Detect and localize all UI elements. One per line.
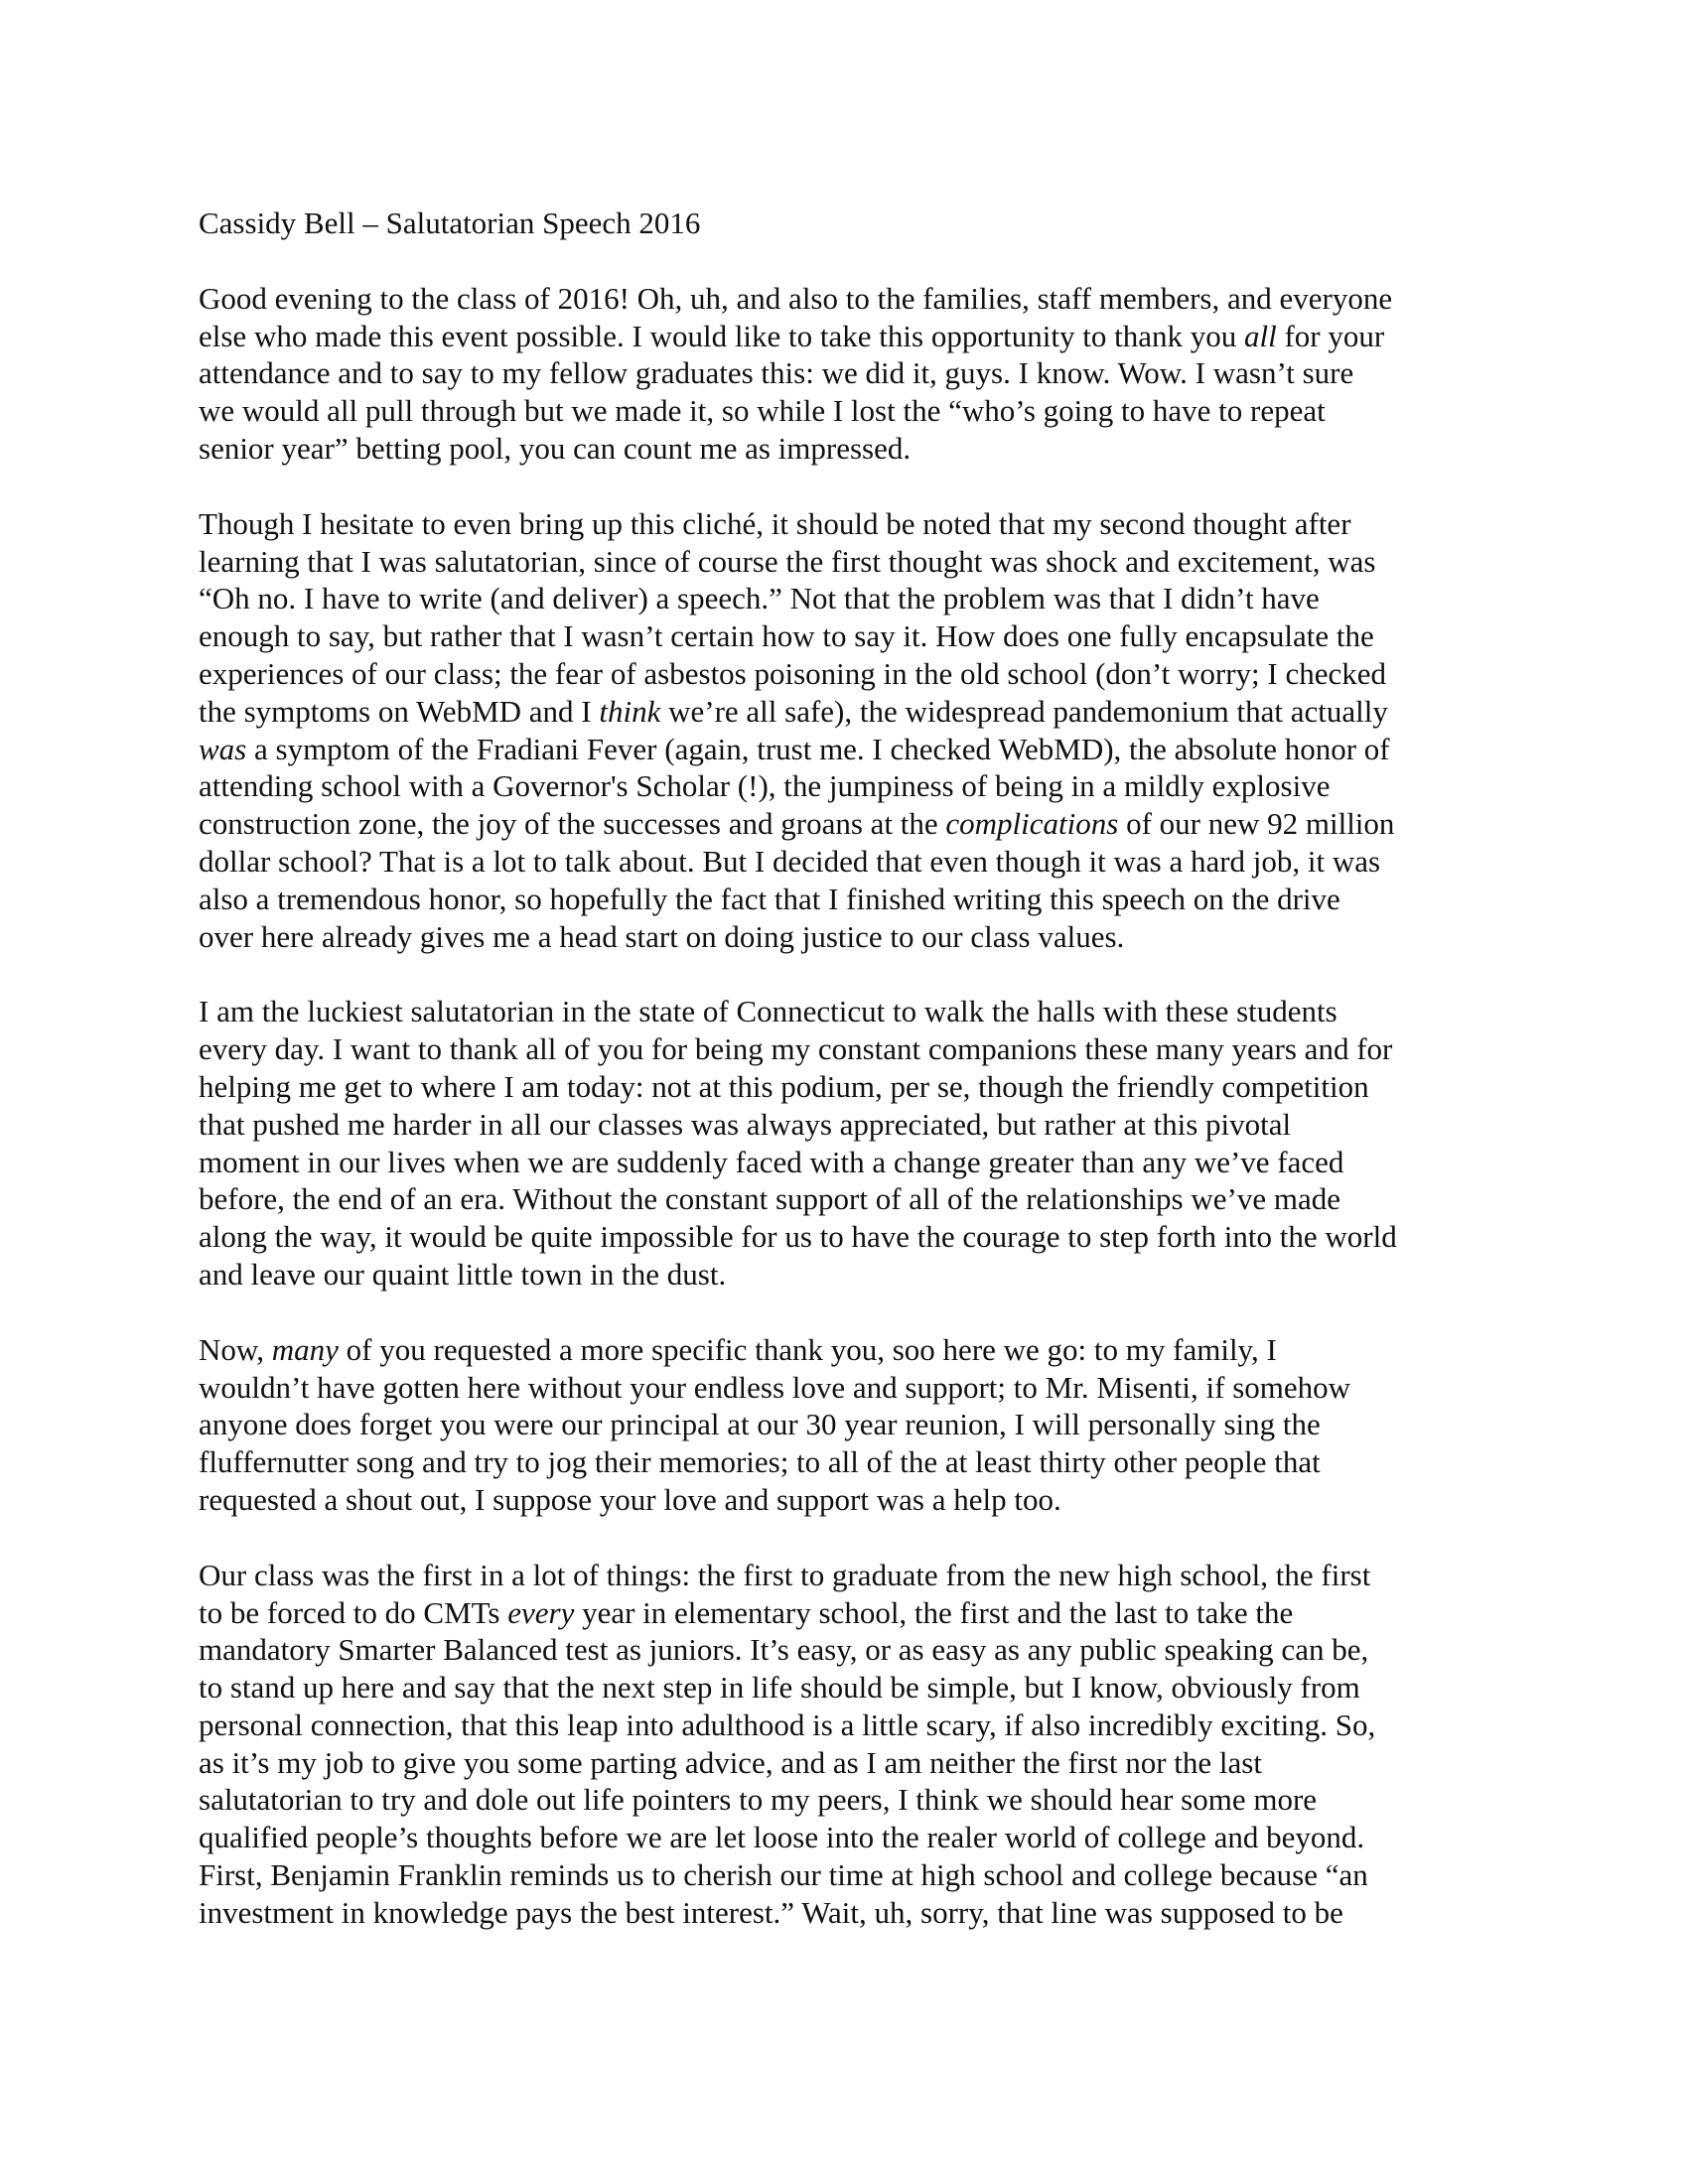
text-run: as it’s my job to give you some parting advice, and as I am neither the first nor the last: [199, 1744, 1262, 1780]
text-run: moment in our lives when we are suddenly faced with a change greater than any we’ve faced: [199, 1144, 1344, 1179]
text-run: to stand up here and say that the next step in life should be simple, but I know, obviously from: [199, 1670, 1360, 1706]
paragraph: [199, 993, 1489, 1293]
text-line: [199, 1819, 1489, 1856]
text-line: [199, 1744, 1489, 1782]
text-run: experiences of our class; the fear of asbestos poisoning in the old school (don’t worry; I checked: [199, 655, 1387, 691]
text-run: anyone does forget you were our principal at our 30 year reunion, I will personally sing the: [199, 1407, 1321, 1442]
text-line: [199, 843, 1489, 881]
text-run: over here already gives me a head start on doing justice to our class values.: [199, 918, 1125, 954]
text-line: [199, 318, 1489, 355]
italic-text: think: [599, 693, 661, 729]
text-line: [199, 1443, 1489, 1481]
paragraph: [199, 280, 1489, 468]
text-line: [199, 918, 1489, 956]
text-run: construction zone, the joy of the successes and groans at the: [199, 806, 946, 842]
text-run: requested a shout out, I suppose your love and support was a help too.: [199, 1481, 1061, 1517]
text-line: [199, 1481, 1489, 1519]
text-line: [199, 1256, 1489, 1294]
text-run: “Oh no. I have to write (and deliver) a speech.” Not that the problem was that I didn’t have: [199, 581, 1320, 616]
italic-text: many: [271, 1331, 339, 1367]
text-line: [199, 580, 1489, 617]
text-run: First, Benjamin Franklin reminds us to cherish our time at high school and college because “an: [199, 1857, 1368, 1893]
text-run: enough to say, but rather that I wasn’t certain how to say it. How does one fully encapsulate the: [199, 618, 1374, 654]
text-line: [199, 1669, 1489, 1706]
text-run: of our new 92 million: [1118, 806, 1395, 842]
text-run: also a tremendous honor, so hopefully the fact that I finished writing this speech on the drive: [199, 881, 1340, 916]
italic-text: every: [507, 1594, 575, 1630]
text-line: [199, 1144, 1489, 1181]
text-run: attending school with a Governor's Scholar (!), the jumpiness of being in a mildly explosive: [199, 768, 1331, 804]
paragraph: [199, 1331, 1489, 1519]
text-run: to be forced to do CMTs: [199, 1594, 508, 1630]
text-line: [199, 543, 1489, 581]
text-run: qualified people’s thoughts before we are let loose into the realer world of college and beyond.: [199, 1820, 1365, 1855]
text-run: and leave our quaint little town in the dust.: [199, 1256, 727, 1292]
text-line: [199, 1781, 1489, 1819]
italic-text: was: [199, 731, 247, 766]
text-run: I am the luckiest salutatorian in the state of Connecticut to walk the halls with these students: [199, 994, 1337, 1029]
text-line: [199, 1856, 1489, 1894]
text-run: fluffernutter song and try to jog their memories; to all of the at least thirty other people that: [199, 1444, 1321, 1480]
text-run: Though I hesitate to even bring up this cliché, it should be noted that my second thought after: [199, 505, 1351, 541]
text-line: [199, 1218, 1489, 1256]
text-line: [199, 1594, 1489, 1632]
text-run: dollar school? That is a lot to talk about. But I decided that even though it was a hard job, it was: [199, 843, 1381, 879]
text-line: [199, 993, 1489, 1030]
text-line: [199, 1406, 1489, 1443]
paragraph: [199, 505, 1489, 956]
text-line: [199, 1706, 1489, 1744]
text-line: [199, 354, 1489, 392]
document-body: [199, 205, 1489, 1970]
text-run: wouldn’t have gotten here without your endless love and support; to Mr. Misenti, if somehow: [199, 1369, 1351, 1405]
italic-text: complications: [945, 806, 1119, 842]
text-run: Now,: [199, 1331, 272, 1367]
text-line: [199, 1030, 1489, 1068]
text-line: [199, 505, 1489, 543]
document-title: Cassidy Bell – Salutatorian Speech 2016: [199, 205, 701, 240]
text-line: [199, 1331, 1489, 1369]
text-run: learning that I was salutatorian, since of course the first thought was shock and excitement, was: [199, 543, 1376, 579]
text-run: attendance and to say to my fellow graduates this: we did it, guys. I know. Wow. I wasn’t sure: [199, 355, 1354, 391]
text-line: [199, 1631, 1489, 1669]
text-line: [199, 392, 1489, 430]
text-run: for your: [1276, 318, 1385, 353]
text-run: senior year” betting pool, you can count me as impressed.: [199, 430, 912, 466]
text-run: of you requested a more specific thank you, soo here we go: to my family, I: [338, 1331, 1277, 1367]
text-run: else who made this event possible. I would like to take this opportunity to thank you: [199, 318, 1244, 353]
text-run: investment in knowledge pays the best interest.” Wait, uh, sorry, that line was supposed to be: [199, 1894, 1343, 1930]
text-run: helping me get to where I am today: not at this podium, per se, though the friendly competition: [199, 1068, 1369, 1104]
text-run: personal connection, that this leap into adulthood is a little scary, if also incredibly exciting. So,: [199, 1706, 1376, 1742]
text-run: salutatorian to try and dole out life pointers to my peers, I think we should hear some more: [199, 1782, 1318, 1818]
text-run: we’re all safe), the widespread pandemonium that actually: [660, 693, 1388, 729]
text-run: that pushed me harder in all our classes was always appreciated, but rather at this pivotal: [199, 1106, 1292, 1142]
text-line: [199, 1106, 1489, 1144]
text-run: year in elementary school, the first and the last to take the: [574, 1594, 1294, 1630]
text-line: [199, 731, 1489, 768]
text-run: along the way, it would be quite impossible for us to have the courage to step forth into the world: [199, 1219, 1397, 1255]
text-run: a symptom of the Fradiani Fever (again, trust me. I checked WebMD), the absolute honor of: [246, 731, 1390, 766]
text-line: [199, 693, 1489, 731]
italic-text: all: [1244, 318, 1277, 353]
text-run: Our class was the first in a lot of things: the first to graduate from the new high school, the first: [199, 1557, 1371, 1592]
text-line: [199, 1180, 1489, 1218]
text-line: [199, 1894, 1489, 1932]
paragraph: [199, 1557, 1489, 1932]
text-line: [199, 430, 1489, 468]
text-line: [199, 1557, 1489, 1594]
text-line: [199, 655, 1489, 693]
text-run: we would all pull through but we made it, so while I lost the “who’s going to have to repeat: [199, 393, 1326, 429]
text-line: [199, 1068, 1489, 1106]
text-run: Good evening to the class of 2016! Oh, uh, and also to the families, staff members, and everyone: [199, 280, 1393, 316]
speech-paragraphs: [199, 280, 1489, 1932]
text-run: every day. I want to thank all of you for being my constant companions these many years and for: [199, 1031, 1393, 1067]
text-line: [199, 881, 1489, 918]
text-line: [199, 280, 1489, 318]
text-run: before, the end of an era. Without the constant support of all of the relationships we’ve made: [199, 1181, 1340, 1217]
text-line: [199, 805, 1489, 843]
text-run: the symptoms on WebMD and I: [199, 693, 600, 729]
text-line: [199, 767, 1489, 805]
text-line: [199, 1369, 1489, 1407]
text-run: mandatory Smarter Balanced test as juniors. It’s easy, or as easy as any public speaking can be,: [199, 1632, 1369, 1668]
text-line: [199, 617, 1489, 655]
